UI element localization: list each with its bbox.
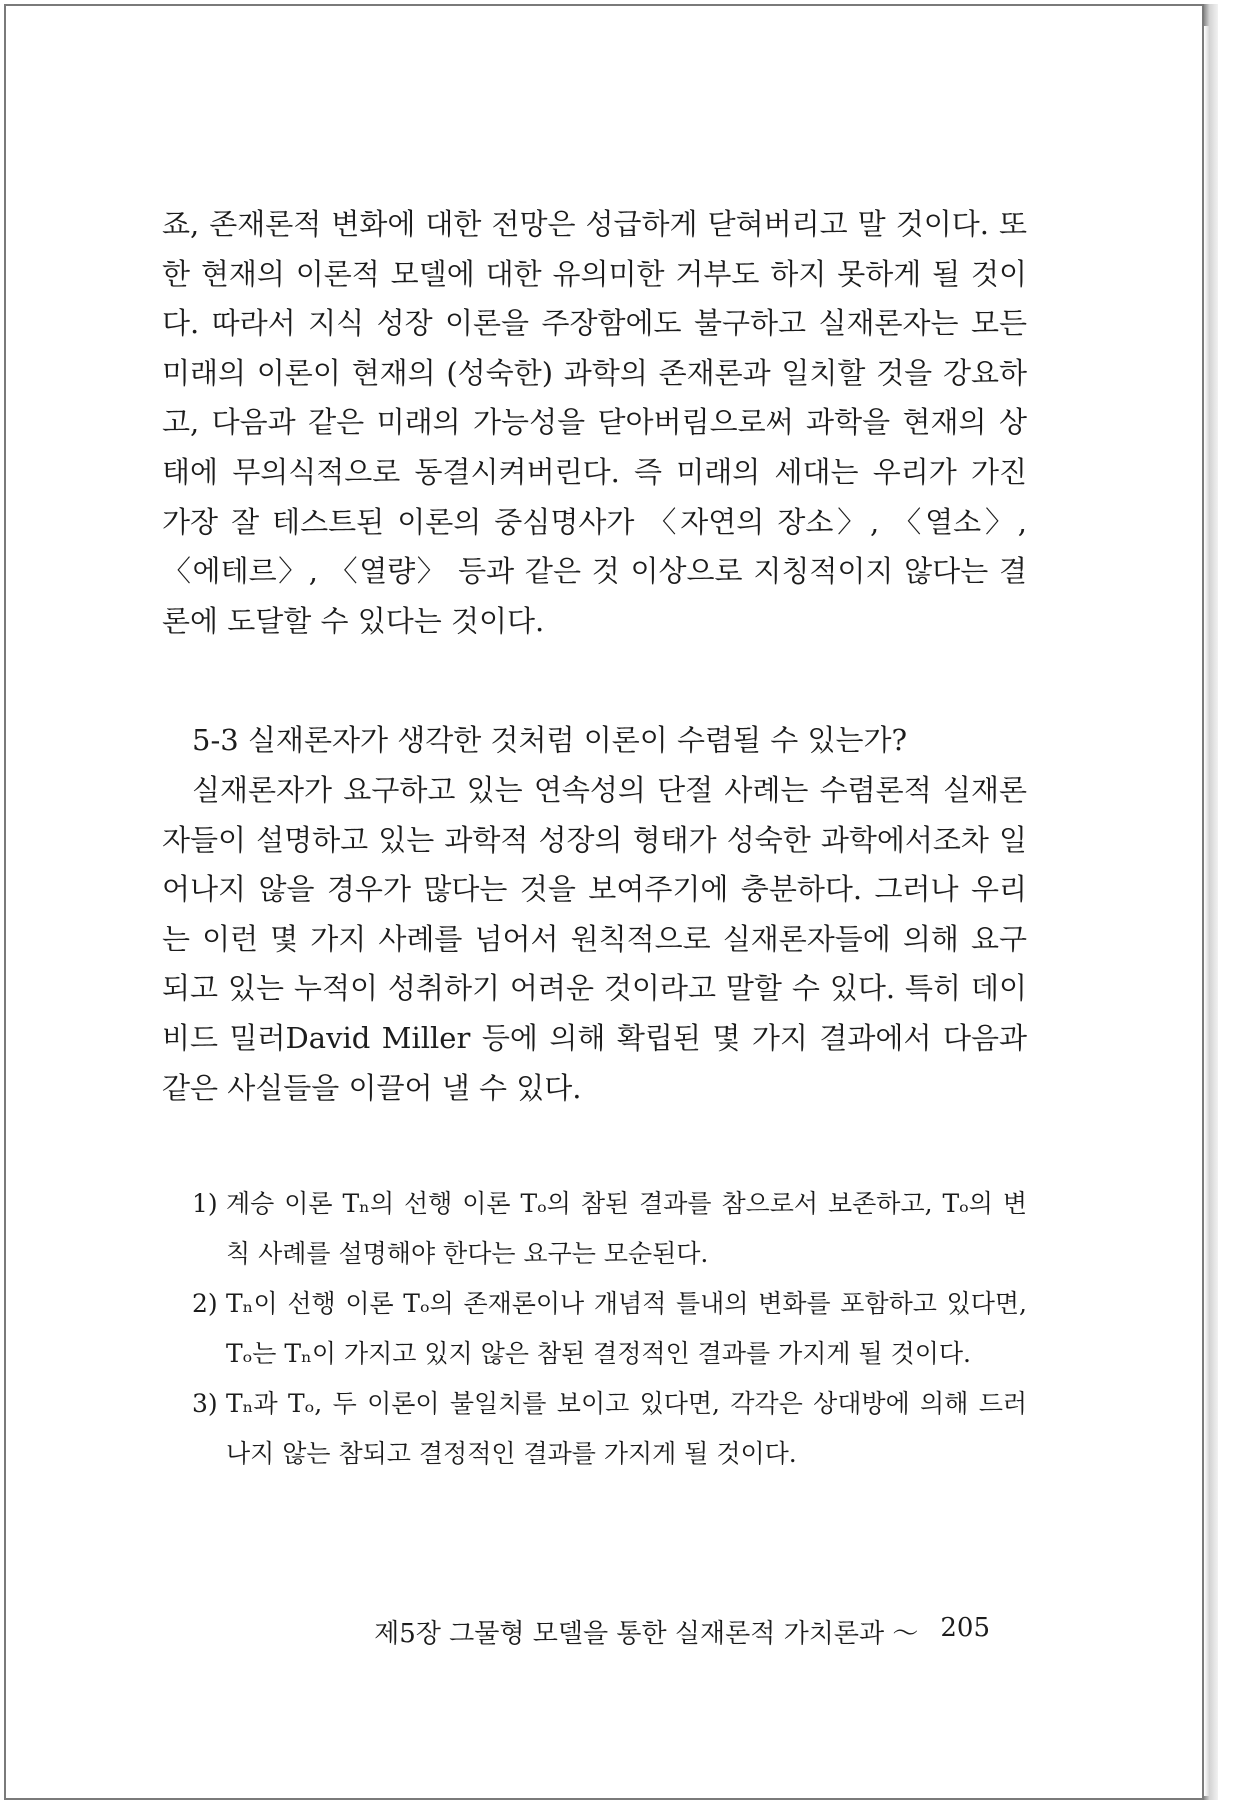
list-item — [192, 1279, 1027, 1379]
page-edge-shadow — [1204, 26, 1210, 1796]
paragraph-2: 실재론자가 요구하고 있는 연속성의 단절 사례는 수렴론적 실재론자들이 설명하고 있는 과학적 성장의 형태가 성숙한 과학에서조차 일어나지 않을 경우가 많다는 것을 보여주기에 충분하다. 그러나 우리는 이런 몇 가지 사례를 넘어서 원칙적으로 실재론자들에 의해 요구되고 있는 누적이 성취하기 어려운 것이라고 말할 수 있다. 특히 데이비드 밀러David Miller 등에 의해 확립된 몇 가지 결과에서 다음과 같은 사실들을 이끌어 낼 수 있다. — [162, 772, 1027, 1105]
paragraph-1: 죠, 존재론적 변화에 대한 전망은 성급하게 닫혀버리고 말 것이다. 또한 현재의 이론적 모델에 대한 유의미한 거부도 하지 못하게 될 것이다. 따라서 지식 성장 이론을 주장함에도 불구하고 실재론자는 모든 미래의 이론이 현재의 (성숙한) 과학의 존재론과 일치할 것을 강요하고, 다음과 같은 미래의 가능성을 닫아버림으로써 과학을 현재의 상태에 무의식적으로 동결시켜버린다. 즉 미래의 세대는 우리가 가진 가장 잘 테스트된 이론의 중심명사가 〈자연의 장소〉, 〈열소〉, 〈에테르〉, 〈열량〉 등과 같은 것 이상으로 지칭적이지 않다는 결론에 도달할 수 있다는 것이다. — [162, 207, 1027, 638]
page-footer — [300, 1613, 990, 1650]
list-item — [192, 1379, 1027, 1479]
list-item-text: 계승 이론 Tₙ의 선행 이론 Tₒ의 참된 결과를 참으로서 보존하고, Tₒ의 변칙 사례를 설명해야 한다는 요구는 모순된다. — [226, 1189, 1027, 1269]
list-item-number: 1) — [192, 1189, 218, 1219]
page-number: 205 — [940, 1613, 990, 1643]
numbered-list — [192, 1179, 1027, 1479]
list-item-text: Tₙ과 Tₒ, 두 이론이 불일치를 보이고 있다면, 각각은 상대방에 의해 드러나지 않는 참되고 결정적인 결과를 가지게 될 것이다. — [226, 1389, 1027, 1469]
section-heading: 5-3 실재론자가 생각한 것처럼 이론이 수렴될 수 있는가? — [192, 723, 908, 758]
list-item-text: Tₙ이 선행 이론 Tₒ의 존재론이나 개념적 틀내의 변화를 포함하고 있다면, Tₒ는 Tₙ이 가지고 있지 않은 참된 결정적인 결과를 가지게 될 것이다. — [226, 1289, 1027, 1369]
list-item-number: 3) — [192, 1389, 218, 1419]
list-item — [192, 1179, 1027, 1279]
running-title: 제5장 그물형 모델을 통한 실재론적 가치론과 ～ — [374, 1619, 919, 1649]
list-item-number: 2) — [192, 1289, 218, 1319]
page-content — [162, 200, 1027, 1479]
